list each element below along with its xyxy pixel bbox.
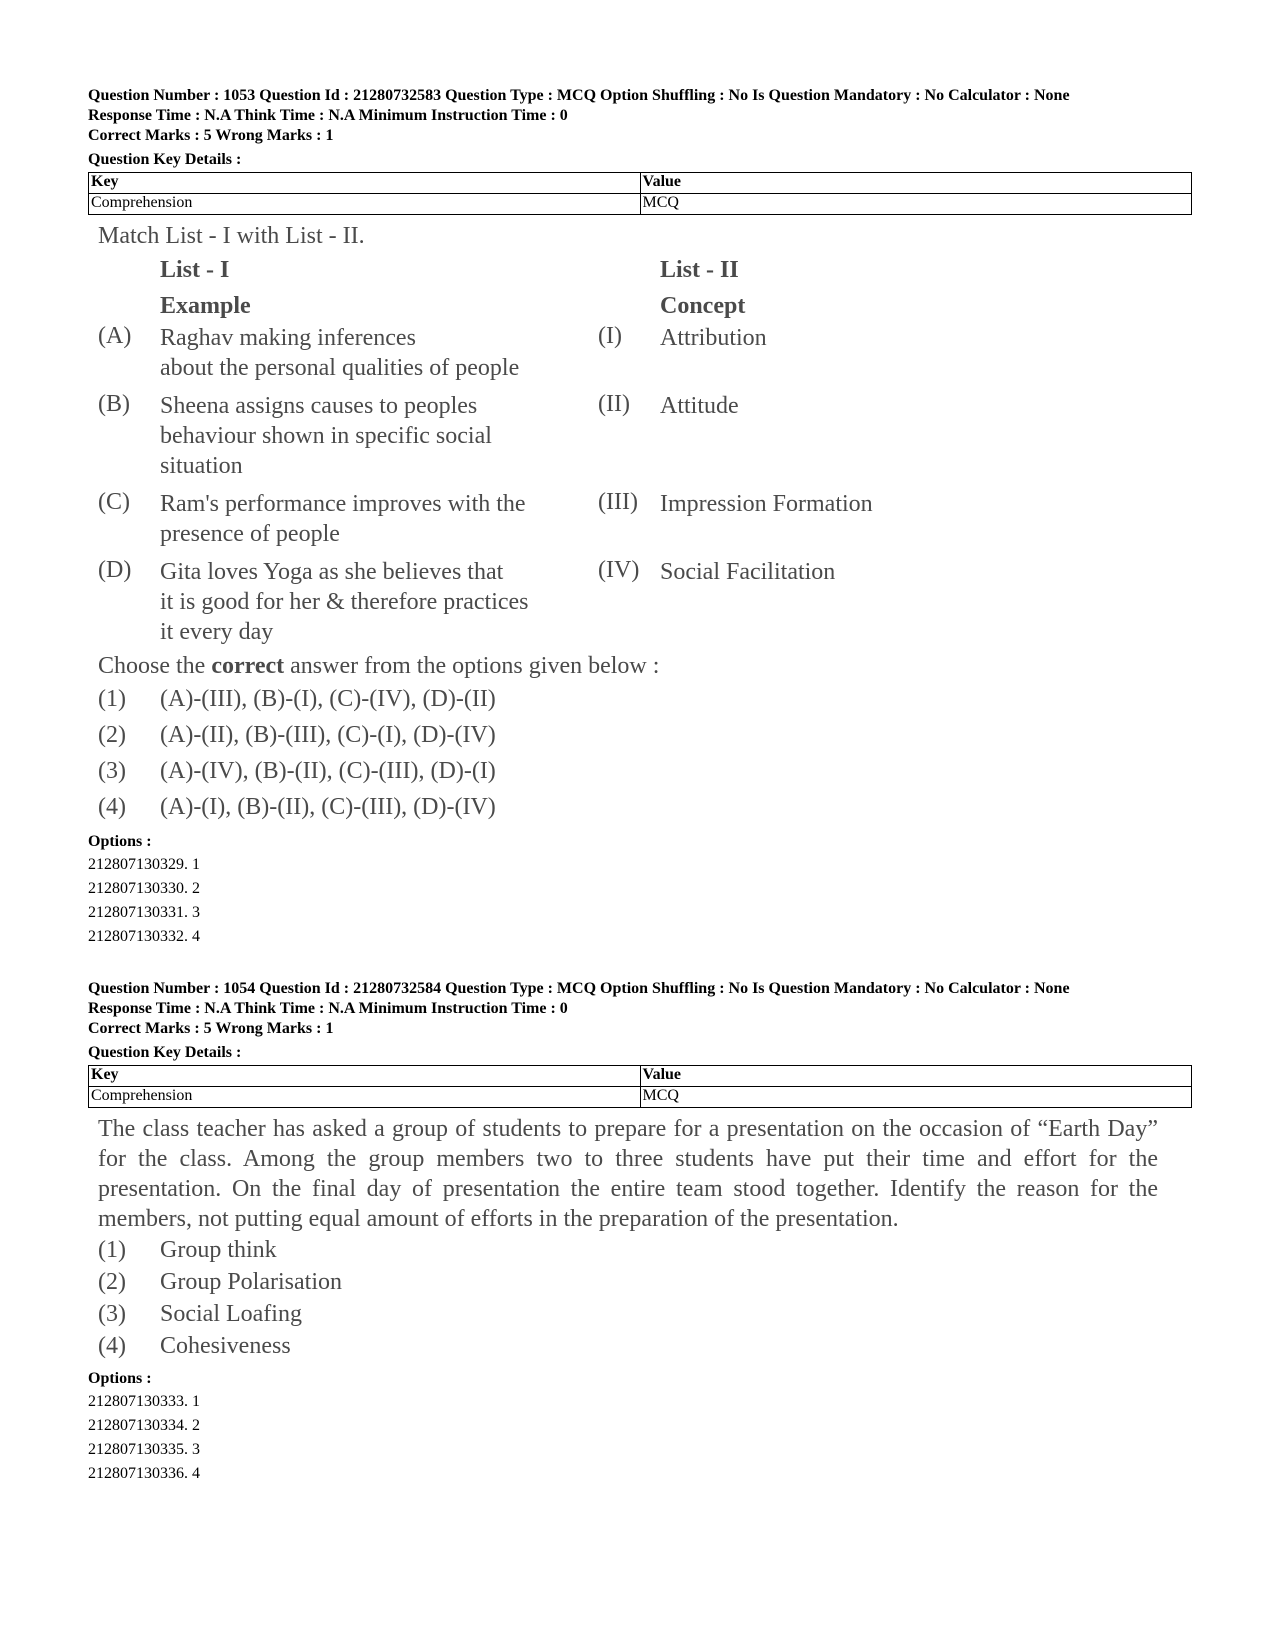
instruction: Match List - I with List - II. <box>98 223 365 249</box>
meta-line-2: Response Time : N.A Think Time : N.A Minimum Instruction Time : 0 <box>88 1000 568 1017</box>
key-details-label: Question Key Details : <box>88 1044 242 1061</box>
question-meta <box>88 86 1198 170</box>
value-cell: MCQ <box>640 194 1192 215</box>
value-header: Value <box>640 1066 1192 1087</box>
key-header: Key <box>89 173 641 194</box>
answer-choice: (2) Group Polarisation <box>98 1269 342 1295</box>
concept-label: (III) <box>598 489 638 515</box>
option-item: 212807130333. 1 <box>88 1393 200 1410</box>
example-text: Gita loves Yoga as she believes that it is good for her & therefore practices it every day <box>160 559 529 645</box>
marks-line: Correct Marks : 5 Wrong Marks : 1 <box>88 1020 334 1037</box>
example-text: Raghav making inferences about the personal qualities of people <box>160 325 520 381</box>
concept-label: (IV) <box>598 557 640 583</box>
meta-line-2: Response Time : N.A Think Time : N.A Minimum Instruction Time : 0 <box>88 107 568 124</box>
row-label: (C) <box>98 489 130 515</box>
answer-choice: (2) (A)-(II), (B)-(III), (C)-(I), (D)-(IV) <box>98 722 496 748</box>
row-label: (D) <box>98 557 132 583</box>
question-content <box>98 1114 1158 1362</box>
choose-instruction: Choose the correct answer from the options given below : <box>98 653 660 679</box>
row-label: (A) <box>98 323 132 349</box>
question-paragraph: The class teacher has asked a group of students to prepare for a presentation on the occasion of “Earth Day” for the class. Among the group members two to three students have put their time and effort for the presentation. On the final day of presentation the entire team stood together. Identify the reason for the members, not putting equal amount of efforts in the preparation of the presentation. <box>98 1116 1158 1232</box>
option-item: 212807130330. 2 <box>88 880 200 897</box>
answer-choice: (4) Cohesiveness <box>98 1333 291 1359</box>
concept-label: (I) <box>598 323 622 349</box>
answer-choice: (3) Social Loafing <box>98 1301 302 1327</box>
match-row-d <box>98 557 918 647</box>
concept-text: Impression Formation <box>660 491 873 517</box>
document-page <box>88 86 1198 1486</box>
list1-title: List - I <box>160 257 230 283</box>
question-content <box>98 221 918 825</box>
concept-text: Social Facilitation <box>660 559 836 585</box>
concept-text: Attitude <box>660 393 739 419</box>
match-row-c <box>98 489 918 549</box>
option-item: 212807130334. 2 <box>88 1417 200 1434</box>
key-details-table <box>88 172 1192 215</box>
option-item: 212807130331. 3 <box>88 904 200 921</box>
option-item: 212807130335. 3 <box>88 1441 200 1458</box>
meta-line-1: Question Number : 1054 Question Id : 21280732584 Question Type : MCQ Option Shuffling : No Is Question Mandatory : No Calculator : None <box>88 980 1070 997</box>
row-label: (B) <box>98 391 130 417</box>
concept-label: (II) <box>598 391 630 417</box>
concept-text: Attribution <box>660 325 767 351</box>
list1-subtitle: Example <box>160 293 251 319</box>
match-row-b <box>98 391 918 481</box>
value-header: Value <box>640 173 1192 194</box>
list2-title: List - II <box>660 257 739 283</box>
example-text: Ram's performance improves with the presence of people <box>160 491 526 547</box>
option-item: 212807130329. 1 <box>88 856 200 873</box>
question-1054 <box>88 979 1198 1486</box>
option-item: 212807130332. 4 <box>88 928 200 945</box>
key-cell: Comprehension <box>89 1087 641 1108</box>
options-label: Options : <box>88 833 152 850</box>
question-1053 <box>88 86 1198 949</box>
options-label: Options : <box>88 1370 152 1387</box>
answer-choice: (3) (A)-(IV), (B)-(II), (C)-(III), (D)-(I) <box>98 758 496 784</box>
value-cell: MCQ <box>640 1087 1192 1108</box>
list2-subtitle: Concept <box>660 293 746 319</box>
key-details-label: Question Key Details : <box>88 151 242 168</box>
answer-choice: (1) (A)-(III), (B)-(I), (C)-(IV), (D)-(II) <box>98 686 496 712</box>
meta-line-1: Question Number : 1053 Question Id : 21280732583 Question Type : MCQ Option Shuffling : No Is Question Mandatory : No Calculator : None <box>88 87 1070 104</box>
answer-choice: (4) (A)-(I), (B)-(II), (C)-(III), (D)-(IV) <box>98 794 496 820</box>
answer-choice: (1) Group think <box>98 1237 277 1263</box>
option-item: 212807130336. 4 <box>88 1465 200 1482</box>
list-subheader-row <box>98 291 918 321</box>
list-header-row <box>98 255 918 285</box>
key-cell: Comprehension <box>89 194 641 215</box>
match-row-a <box>98 323 918 383</box>
key-header: Key <box>89 1066 641 1087</box>
key-details-table <box>88 1065 1192 1108</box>
marks-line: Correct Marks : 5 Wrong Marks : 1 <box>88 127 334 144</box>
question-meta <box>88 979 1198 1063</box>
example-text: Sheena assigns causes to peoples behaviour shown in specific social situation <box>160 393 492 479</box>
